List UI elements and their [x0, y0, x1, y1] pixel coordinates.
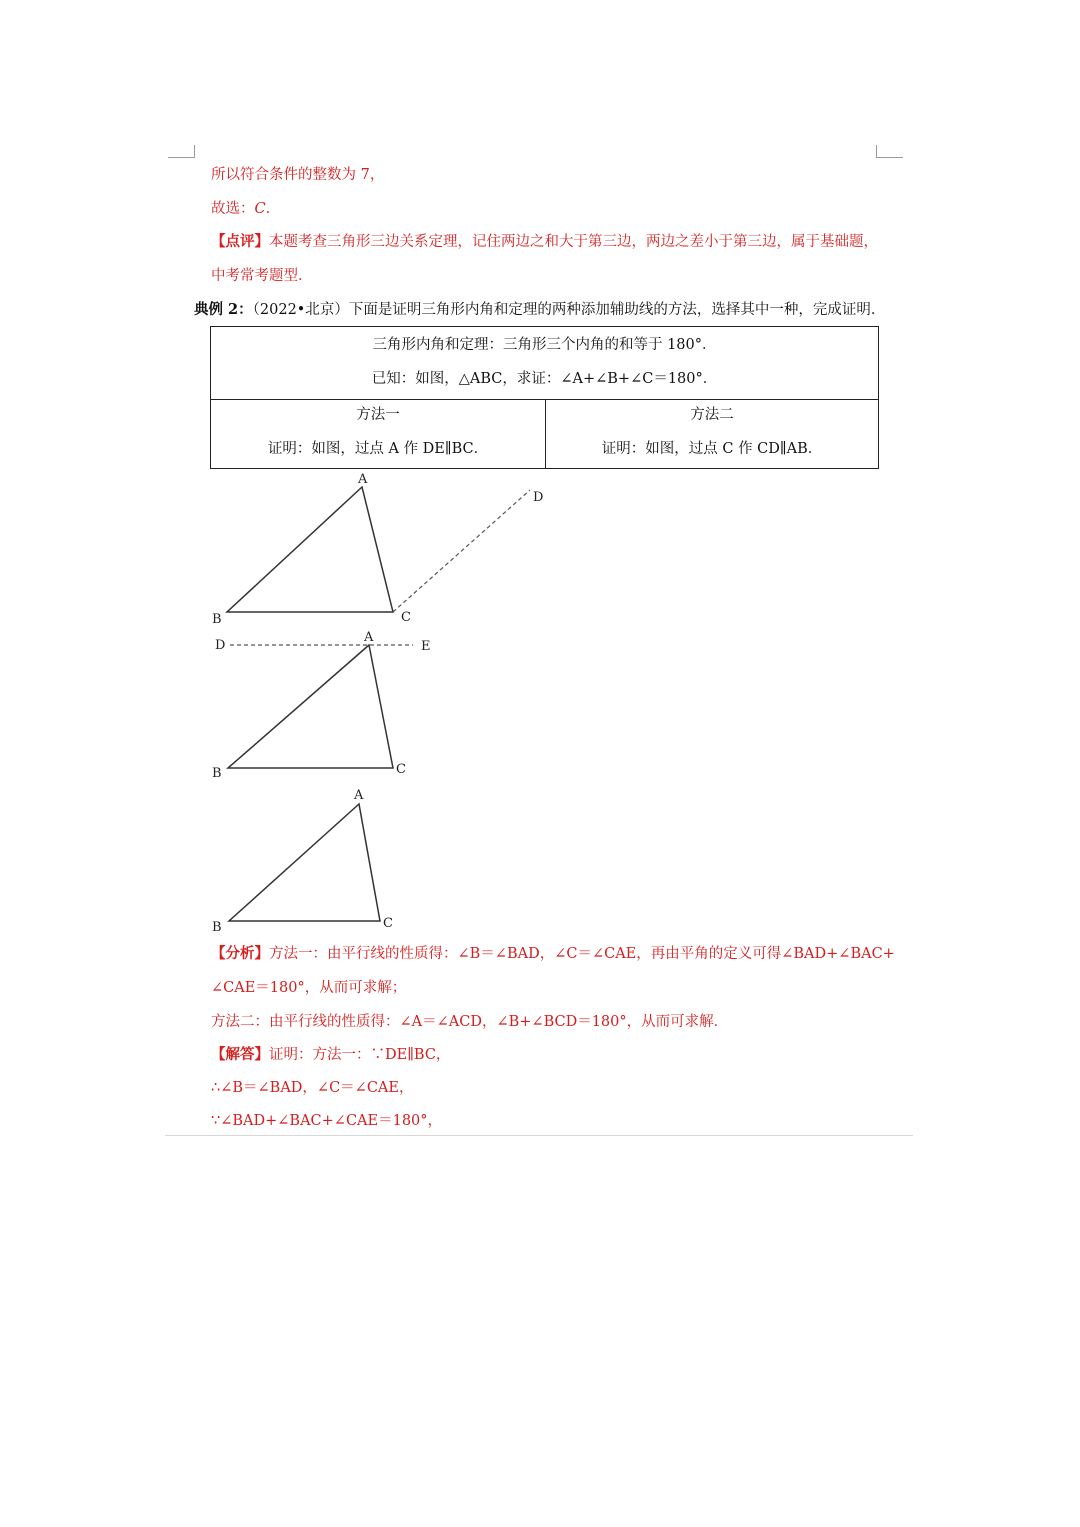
figure-method-1	[212, 630, 431, 781]
fig2-label-a: A	[364, 630, 374, 645]
fig2-label-b: B	[212, 766, 222, 781]
fig2-label-e: E	[421, 639, 431, 654]
solution-line-2: ∴∠B＝∠BAD，∠C＝∠CAE，	[211, 1080, 414, 1096]
analysis-line-1	[211, 944, 895, 964]
triangle-abc-3	[229, 804, 380, 921]
analysis-text-1: 方法一：由平行线的性质得：∠B＝∠BAD，∠C＝∠CAE，再由平角的定义可得∠BAD+∠BAC+	[269, 946, 895, 962]
method-1-text: 证明：如图，过点 A 作 DE∥BC．	[267, 441, 489, 457]
solution-line-1	[211, 1045, 450, 1065]
fig3-label-b: B	[212, 920, 222, 935]
solution-text-1: 证明：方法一：∵DE∥BC，	[269, 1047, 451, 1063]
intro-line-1: 所以符合条件的整数为 7，	[211, 167, 385, 183]
fig1-label-b: B	[212, 612, 222, 627]
solution-tag: 【解答】	[211, 1046, 269, 1063]
method-1-title: 方法一	[356, 407, 400, 423]
comment-tag: 【点评】	[211, 233, 269, 250]
solution-line-3: ∵∠BAD+∠BAC+∠CAE＝180°，	[211, 1113, 443, 1129]
analysis-line-2: ∠CAE＝180°，从而可求解；	[211, 980, 407, 996]
triangle-abc-2	[228, 645, 393, 768]
theorem-statement: 三角形内角和定理：三角形三个内角的和等于 180°．	[372, 337, 717, 353]
method-2-text: 证明：如图，过点 C 作 CD∥AB．	[601, 441, 823, 457]
fig2-label-d: D	[215, 638, 226, 653]
fig1-label-d: D	[533, 490, 544, 505]
analysis-tag: 【分析】	[211, 945, 269, 962]
answer-prefix: 故选：	[211, 201, 255, 217]
method-2-title: 方法二	[690, 407, 734, 423]
example-text: （2022•北京）下面是证明三角形内角和定理的两种添加辅助线的方法，选择其中一种，完成证明．	[252, 302, 886, 318]
triangle-abc-1	[227, 487, 393, 612]
fig3-label-c: C	[383, 916, 393, 931]
fig1-label-c: C	[401, 610, 411, 625]
figure-method-2	[212, 472, 543, 627]
fig1-label-a: A	[358, 472, 368, 487]
fig2-label-c: C	[396, 762, 406, 777]
given-statement: 已知：如图，△ABC，求证：∠A+∠B+∠C＝180°．	[371, 371, 718, 387]
answer-choice: C	[254, 201, 266, 217]
dashed-line-cd	[393, 490, 530, 612]
fig3-label-a: A	[354, 788, 364, 803]
figure-plain-triangle	[212, 788, 393, 935]
comment-text: 本题考查三角形三边关系定理，记住两边之和大于第三边，两边之差小于第三边，属于基础题，	[269, 234, 878, 250]
example-label: 典例 2：	[194, 301, 253, 318]
comment-line-2: 中考常考题型．	[211, 268, 313, 284]
analysis-line-3: 方法二：由平行线的性质得：∠A＝∠ACD，∠B+∠BCD＝180°，从而可求解．	[211, 1014, 729, 1030]
answer-suffix: ．	[265, 201, 281, 217]
